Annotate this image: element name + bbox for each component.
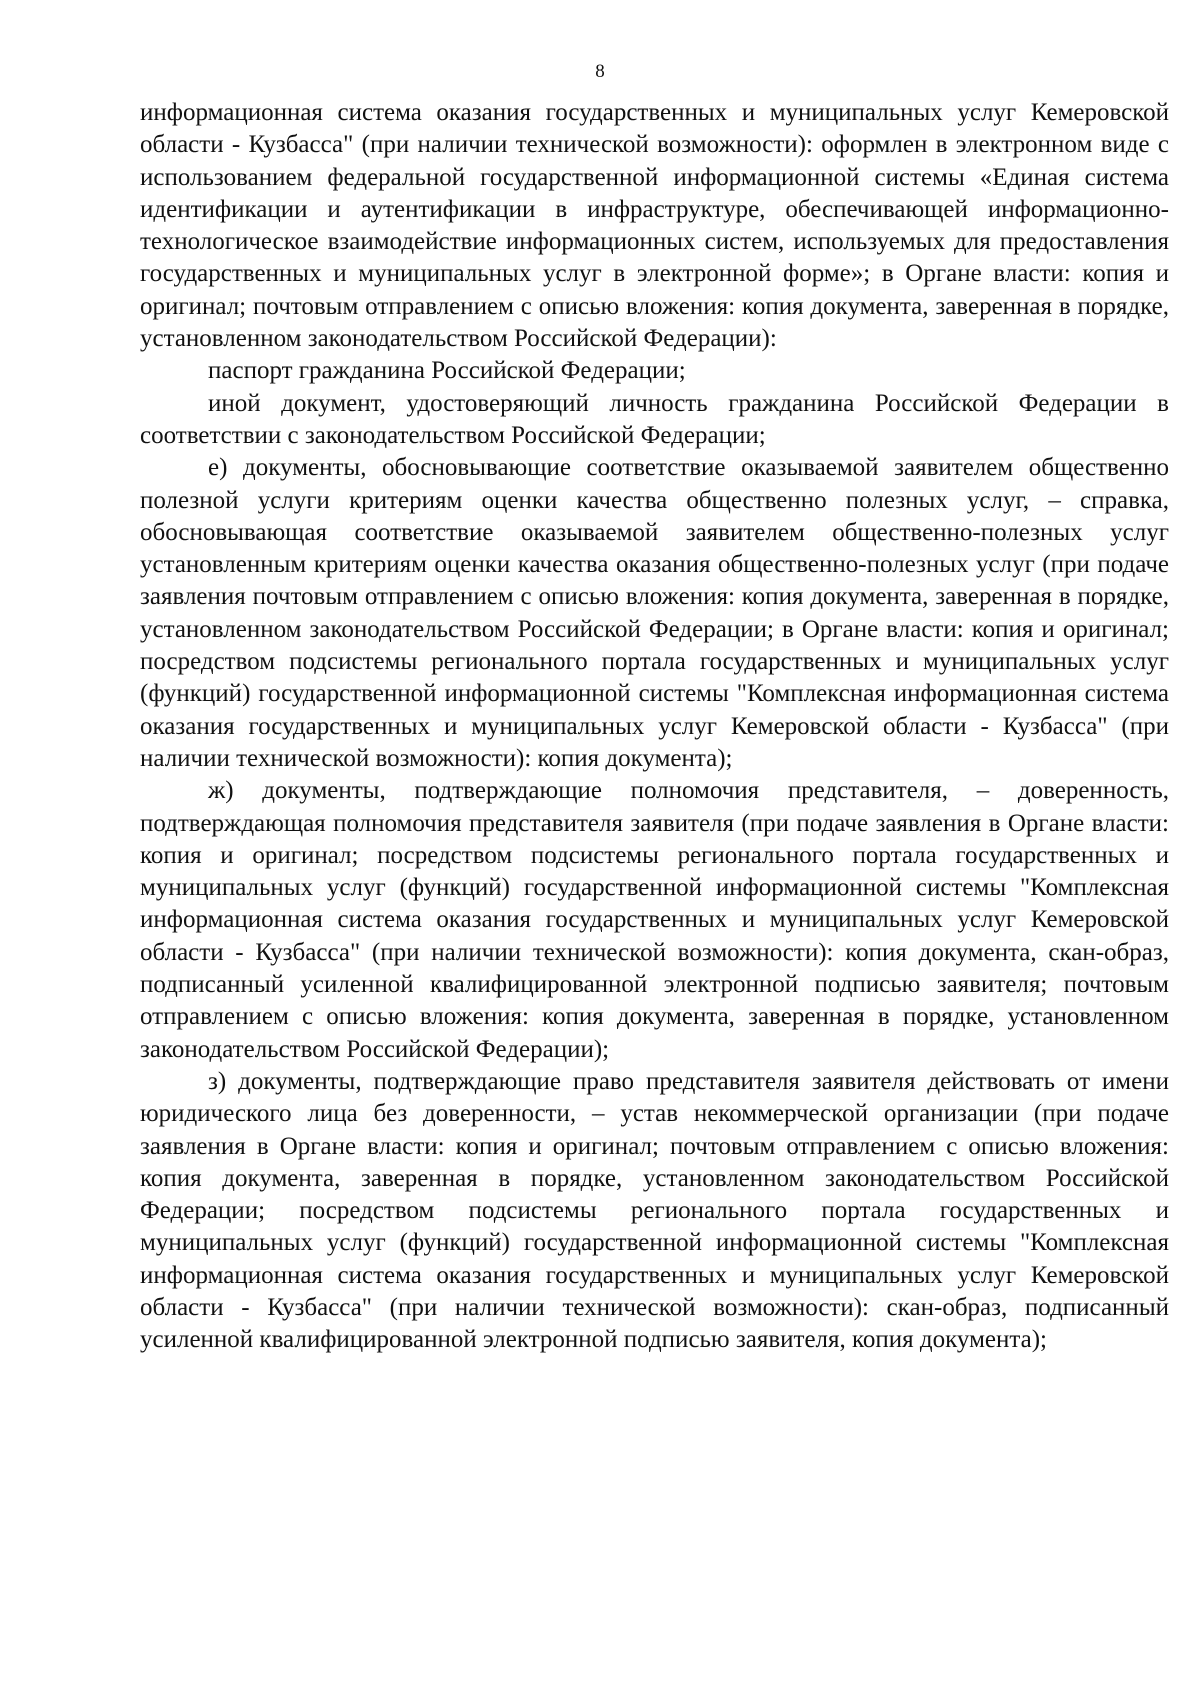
paragraph-item-z: з) документы, подтверждающие право представителя заявителя действовать от имени юридического лица без доверенности, – устав некоммерческой организации (при подаче заявления в Органе власти: копия и оригинал; почтовым отправлением с описью вложения: копия документа, заверенная в порядке, установленном законодательством Российской Федерации; посредством подсистемы регионального портала государственных и муниципальных услуг (функций) государственной информационной системы "Комплексная информационная система оказания государственных и муниципальных услуг Кемеровской области - Кузбасса" (при наличии технической возможности): скан-образ, подписанный усиленной квалифицированной электронной подписью заявителя, копия документа); [140,1067,1169,1354]
paragraph-item-e: е) документы, обосновывающие соответствие оказываемой заявителем общественно полезной услуги критериям оценки качества общественно полезных услуг, – справка, обосновывающая соответствие оказываемой заявителем общественно-полезных услуг установленным критериям оценки качества оказания общественно-полезных услуг (при подаче заявления почтовым отправлением с описью вложения: копия документа, заверенная в порядке, установленном законодательством Российской Федерации; в Органе власти: копия и оригинал; посредством подсистемы регионального портала государственных и муниципальных услуг (функций) государственной информационной системы "Комплексная информационная система оказания государственных и муниципальных услуг Кемеровской области - Кузбасса" (при наличии технической возможности): копия документа); [140,454,1169,772]
paragraph-passport: паспорт гражданина Российской Федерации; [208,357,686,385]
paragraph-continuation: информационная система оказания государственных и муниципальных услуг Кемеровской области - Кузбасса" (при наличии технической возможности): оформлен в электронном виде с использованием федеральной государственной информационной системы «Единая система идентификации и аутентификации в инфраструктуре, обеспечивающей информационно-технологическое взаимодействие информационных систем, используемых для предоставления государственных и муниципальных услуг в электронной форме»; в Органе власти: копия и оригинал; почтовым отправлением с описью вложения: копия документа, заверенная в порядке, установленном законодательством Российской Федерации): [140,99,1169,353]
document-body [140,97,1169,1357]
page-number: 8 [595,61,605,82]
paragraph-other-id-document: иной документ, удостоверяющий личность гражданина Российской Федерации в соответствии с законодательством Российской Федерации; [140,389,1169,449]
paragraph-item-zh: ж) документы, подтверждающие полномочия представителя, – доверенность, подтверждающая полномочия представителя заявителя (при подаче заявления в Органе власти: копия и оригинал; посредством подсистемы регионального портала государственных и муниципальных услуг (функций) государственной информационной системы "Комплексная информационная система оказания государственных и муниципальных услуг Кемеровской области - Кузбасса" (при наличии технической возможности): копия документа, скан-образ, подписанный усиленной квалифицированной электронной подписью заявителя; почтовым отправлением с описью вложения: копия документа, заверенная в порядке, установленном законодательством Российской Федерации); [140,777,1169,1063]
